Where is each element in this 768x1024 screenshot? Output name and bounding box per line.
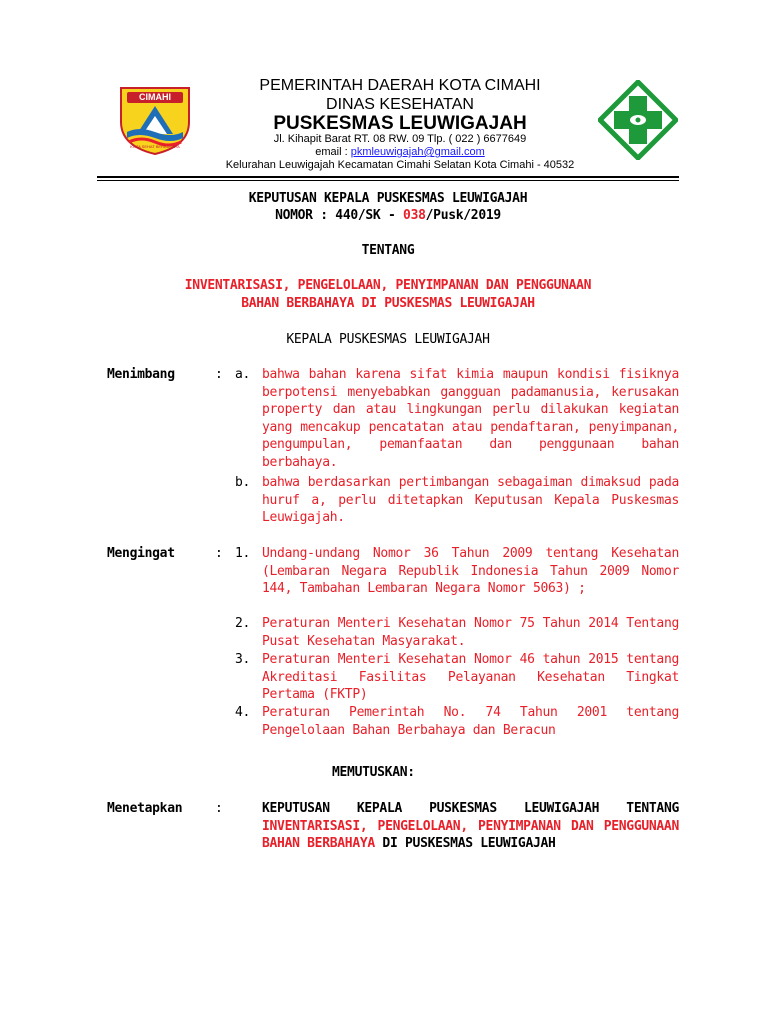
emblem-title: CIMAHI — [139, 92, 171, 102]
menetapkan-text — [262, 800, 679, 853]
menimbang-marker-a: a. — [235, 367, 251, 382]
mengingat-marker-2: 2. — [235, 616, 251, 631]
mengingat-item-4 — [262, 704, 679, 739]
menetapkan-colon: : — [215, 801, 223, 816]
mengingat-item-3: Peraturan Menteri Kesehatan Nomor 46 tahun 2015 tentang Akreditasi Fasilitas Pelayanan Kesehatan Tingkat Pertama (FKTP) — [262, 652, 679, 703]
menetapkan-label: Menetapkan — [107, 801, 183, 816]
mengingat-marker-3: 3. — [235, 652, 251, 667]
official-title: KEPALA PUSKESMAS LEUWIGAJAH — [286, 332, 490, 347]
emblem-motto: KOTA SEHAT BERBUDAYA — [130, 144, 180, 149]
mengingat-colon: : — [215, 546, 223, 561]
email-label: email : — [315, 146, 351, 158]
menetapkan-part-1: KEPUTUSAN KEPALA PUSKESMAS LEUWIGAJAH TENTANG — [262, 801, 679, 816]
number-suffix: /Pusk/2019 — [425, 208, 501, 223]
cimahi-emblem-icon — [115, 76, 195, 156]
menimbang-colon: : — [215, 367, 223, 382]
mengingat-marker-4: 4. — [235, 705, 251, 720]
dept-name: DINAS KESEHATAN — [326, 96, 474, 113]
number-red: 038 — [403, 208, 426, 223]
location: Kelurahan Leuwigajah Kecamatan Cimahi Selatan Kota Cimahi - 40532 — [225, 159, 575, 171]
menetapkan-part-3: DI PUSKESMAS LEUWIGAJAH — [374, 836, 556, 852]
address: Jl. Kihapit Barat RT. 08 RW. 09 Tlp. ( 022 ) 6677649 — [273, 133, 527, 145]
puskesmas-cross-icon — [598, 80, 678, 160]
puskesmas-name: PUSKESMAS LEUWIGAJAH — [273, 113, 527, 134]
letterhead-divider — [97, 176, 679, 178]
letterhead-divider-thin — [97, 180, 679, 181]
menimbang-item-a: bahwa bahan karena sifat kimia maupun kondisi fisiknya berpotensi menyebabkan gangguan padamanusia, kerusakan property dan atau lingkungan perlu dilakukan kegiatan yang mencakup pencatatan atau pendaftaran, penyimpanan, pengumpulan, pemanfaatan dan penggunaan bahan berbahaya. — [262, 367, 679, 470]
email-link[interactable]: pkmleuwigajah@gmail.com — [350, 146, 485, 158]
number-prefix: NOMOR : 440/SK - — [275, 208, 404, 223]
mengingat-item-1: Undang-undang Nomor 36 Tahun 2009 tentang Kesehatan (Lembaran Negara Republik Indonesia Tahun 2009 Nomor 144, Tambahan Lembaran Negara Nomor 5063) ; — [262, 546, 679, 597]
menetapkan-part-2: INVENTARISASI, PENGELOLAAN, PENYIMPANAN DAN PENGGUNAAN BAHAN BERBAHAYA — [262, 818, 679, 852]
menimbang-marker-b: b. — [235, 475, 251, 490]
decree-title: KEPUTUSAN KEPALA PUSKESMAS LEUWIGAJAH — [248, 191, 528, 206]
decree-number — [97, 207, 679, 225]
subject-line-1: INVENTARISASI, PENGELOLAAN, PENYIMPANAN DAN PENGGUNAAN — [184, 278, 592, 293]
memutuskan-heading: MEMUTUSKAN: — [332, 765, 415, 780]
subject-line-2: BAHAN BERBAHAYA DI PUSKESMAS LEUWIGAJAH — [241, 296, 535, 311]
mengingat-marker-1: 1. — [235, 546, 251, 561]
mengingat-item-2: Peraturan Menteri Kesehatan Nomor 75 Tahun 2014 Tentang Pusat Kesehatan Masyarakat. — [262, 616, 679, 649]
menimbang-label: Menimbang — [107, 367, 175, 382]
mengingat-item-4-text: Peraturan Pemerintah No. 74 Tahun 2001 tentang Pengelolaan Bahan Berbahaya dan Beracun — [262, 705, 679, 738]
mengingat-label: Mengingat — [107, 546, 175, 561]
about-heading: TENTANG — [361, 243, 415, 258]
email-line — [200, 145, 600, 159]
menimbang-item-b: bahwa berdasarkan pertimbangan sebagaiman dimaksud pada huruf a, perlu ditetapkan Keputusan Kepala Puskesmas Leuwigajah. — [262, 475, 679, 526]
gov-name: PEMERINTAH DAERAH KOTA CIMAHI — [259, 77, 541, 94]
